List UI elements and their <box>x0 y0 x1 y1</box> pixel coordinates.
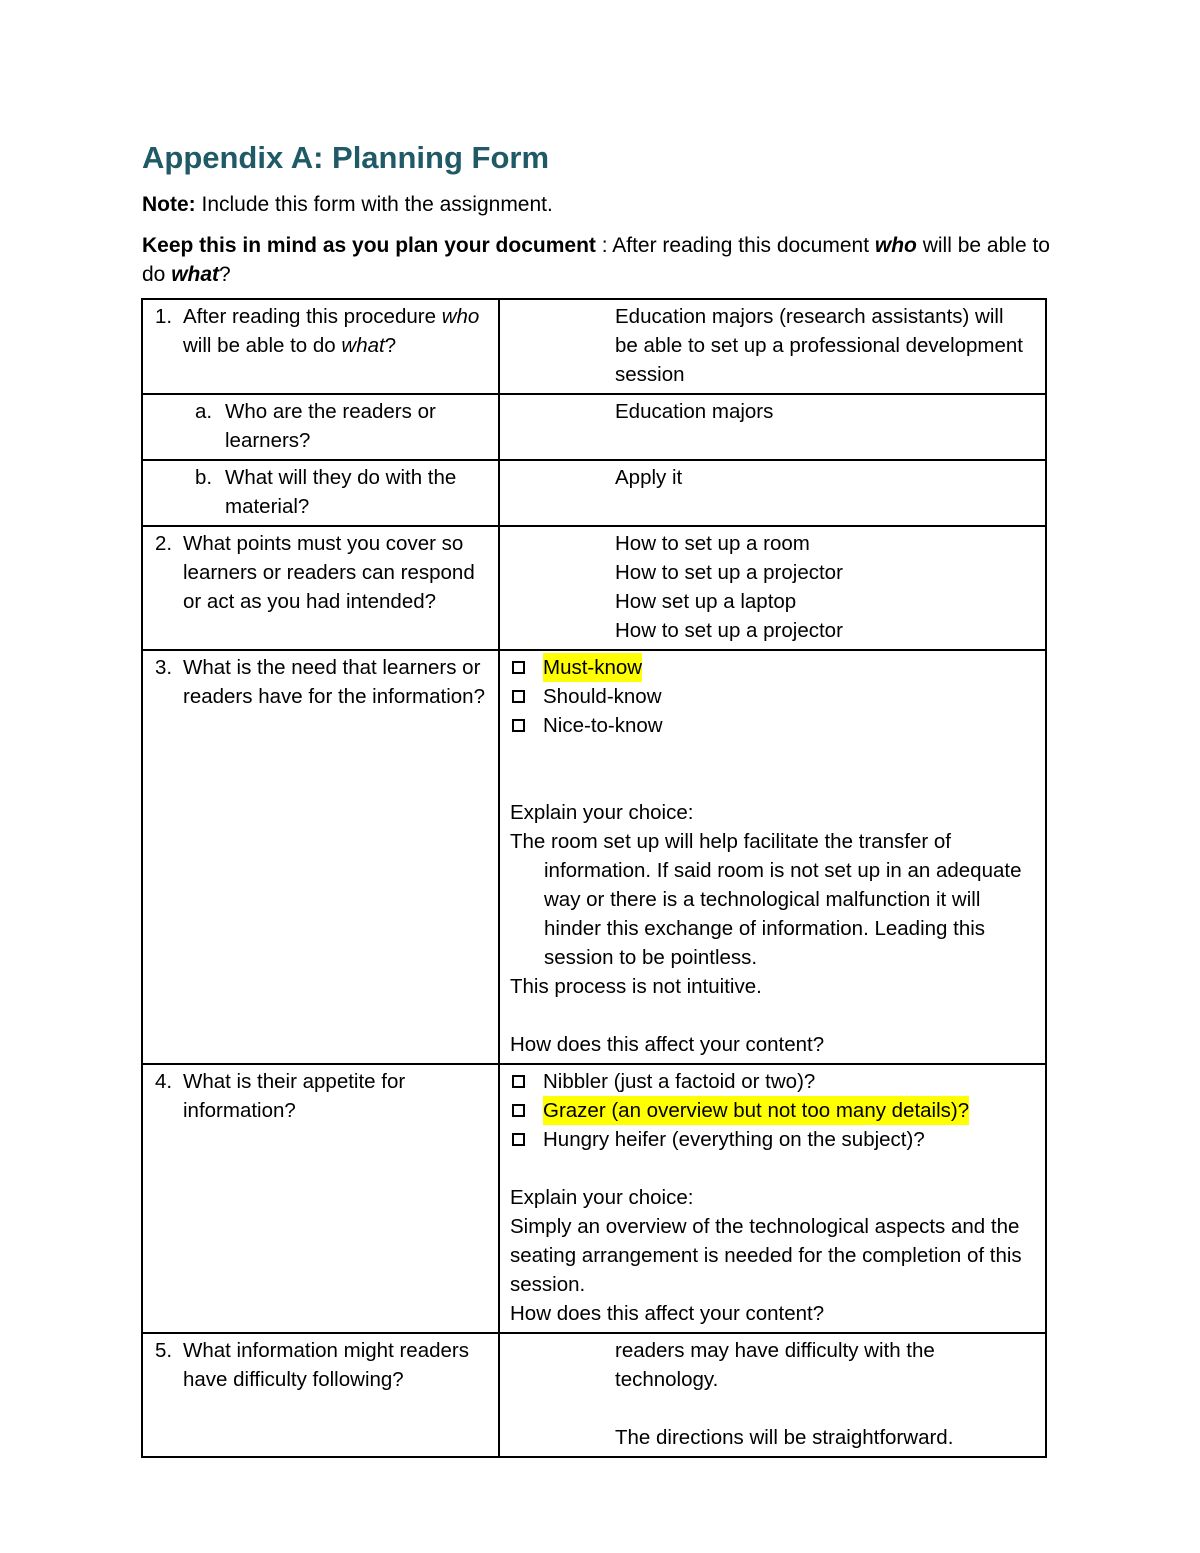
table-row <box>142 299 1046 394</box>
answer-cell-4 <box>499 1064 1046 1333</box>
list-item: How to set up a projector <box>615 619 843 642</box>
explain-text: Simply an overview of the technological aspects and the seating arrangement is needed for the completion of this session. <box>510 1215 1022 1296</box>
planning-form-table <box>141 298 1047 1458</box>
answer-cell-2 <box>499 526 1046 650</box>
option-nibbler[interactable]: Nibbler (just a factoid or two)? <box>510 1067 1031 1096</box>
explain-label: Explain your choice: <box>510 1186 694 1209</box>
table-row <box>142 526 1046 650</box>
question-cell-3: 3. What is the need that learners or readers have for the information? <box>142 650 499 1064</box>
note-text: Include this form with the assignment. <box>195 193 553 216</box>
explain-label: Explain your choice: <box>510 801 694 824</box>
option-nice-to-know[interactable]: Nice-to-know <box>510 711 1031 740</box>
answer-cell-1a: Education majors <box>499 394 1046 460</box>
question-cell-1a: a. Who are the readers or learners? <box>142 394 499 460</box>
table-row <box>142 1064 1046 1333</box>
checkbox-icon[interactable] <box>512 661 525 674</box>
answer-cell-1: Education majors (research assistants) will be able to set up a professional development session <box>499 299 1046 394</box>
checkbox-icon[interactable] <box>512 1075 525 1088</box>
question-cell-1b: b. What will they do with the material? <box>142 460 499 526</box>
answer-cell-1b: Apply it <box>499 460 1046 526</box>
table-row <box>142 460 1046 526</box>
option-must-know[interactable]: Must-know <box>510 653 1031 682</box>
explain-text: The room set up will help facilitate the transfer of information. If said room is not set up in an adequate way or there is a technological malfunction it will hinder this exchange of information. Leading this session to be pointless. <box>510 830 1022 969</box>
answer-cell-3 <box>499 650 1046 1064</box>
option-should-know[interactable]: Should-know <box>510 682 1031 711</box>
question-cell-1: 1. After reading this procedure who will be able to do what? <box>142 299 499 394</box>
table-row <box>142 650 1046 1064</box>
affect-label: How does this affect your content? <box>510 1033 825 1056</box>
keep-in-mind-line: Keep this in mind as you plan your document : After reading this document who will be able to do what? <box>142 234 1050 286</box>
table-row <box>142 1333 1046 1457</box>
table-row <box>142 394 1046 460</box>
question-cell-5: 5. What information might readers have difficulty following? <box>142 1333 499 1457</box>
option-grazer[interactable]: Grazer (an overview but not too many details)? <box>510 1096 1031 1125</box>
option-hungry-heifer[interactable]: Hungry heifer (everything on the subject)? <box>510 1125 1031 1154</box>
checkbox-icon[interactable] <box>512 1104 525 1117</box>
list-item: How to set up a room <box>615 532 810 555</box>
note-label: Note: <box>142 193 196 216</box>
question-cell-2: 2. What points must you cover so learners or readers can respond or act as you had intended? <box>142 526 499 650</box>
checkbox-icon[interactable] <box>512 690 525 703</box>
checkbox-icon[interactable] <box>512 1133 525 1146</box>
list-item: How to set up a projector <box>615 561 843 584</box>
explain-extra: This process is not intuitive. <box>510 975 762 998</box>
keep-label: Keep this in mind as you plan your document <box>142 234 596 257</box>
question-cell-4: 4. What is their appetite for information? <box>142 1064 499 1333</box>
page-title: Appendix A: Planning Form <box>142 140 550 175</box>
list-item: How set up a laptop <box>615 590 797 613</box>
note-line <box>142 190 553 219</box>
affect-label: How does this affect your content? <box>510 1302 825 1325</box>
checkbox-icon[interactable] <box>512 719 525 732</box>
answer-cell-5: readers may have difficulty with the technology. The directions will be straightforward. <box>499 1333 1046 1457</box>
